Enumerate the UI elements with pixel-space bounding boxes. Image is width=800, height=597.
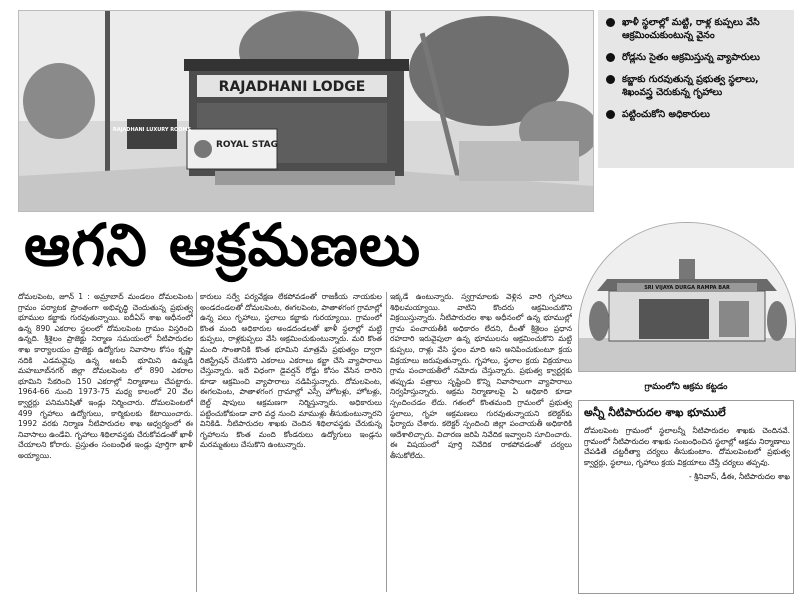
highlight-item bbox=[606, 16, 788, 42]
article-column-2: కారులు సర్వే పర్యవేక్షణ లేకపోవడంతో రాజకీయ నాయకుల అండదండలతో దోమలపెంట, ఈగలపెంట, పాతాళగంగ గ్రామాల్లో ఉన్న పలు గృహాలు, స్థలాలు కబ్జాకు గురయ్యాయి. గ్రామంలో కొంత మంది అధికారుల అండదండలతో ఖాళీ స్థలాల్లో మట్టి కుప్పలు, రాళ్లకుప్పలు వేసి ఆక్రమించుకుంటున్నారు. మరి కొంత మంది సొంతానికి కొంత భూమిని మాత్రమే ప్రభుత్వం ద్వారా రిజిస్ట్రేషన్ చేసుకొని ఎకరాలు ఎకరాలు కబ్జా చేసి వ్యాపారాలు చేస్తున్నారు. ఇదే విధంగా డైవర్షన్ రోడ్డు కోసం వేసిన దారిని కూడా ఆక్రమించి వ్యాపారాలు నడిపిస్తున్నారు. దోమలపెంట, ఈగలపెంట, పాతాళగంగ గ్రామాల్లో ఎస్సీ హోటళ్లు, హోటళ్లు, బెల్ట్ షాపులు ఆక్రమణగా నిర్మిస్తున్నారు. అధికారులు పట్టించుకోకుండా వారి వద్ద నుంచి మాముళ్లు తీసుకుంటున్నారని వినికిడి. నీటిపారుదల శాఖకు చెందిన శిథిలావస్థకు చేరుకున్న గృహాలను కొంత మంది కోండరులు ఉద్యోగులు ఇండ్లను మరమ్మతులు చేసుకొని ఉంటున్నారు. bbox=[200, 292, 382, 450]
bullet-icon bbox=[606, 110, 615, 119]
column-divider bbox=[386, 292, 387, 592]
sub-story-body: దోమలపెంట గ్రామంలో స్థలాలన్నీ నీటిపారుదల శాఖకు చెందినవే. గ్రామంలో నీటిపారుదల శాఖకు సంబంధించిన స్థలాల్లో ఆక్రమ నిర్మాణాలు చేపడితే చట్టరీత్యా చర్యలు తీసుకుంటాం. దోమలపెంటలో ప్రభుత్వ క్వార్టర్లు, స్థలాలు, గృహాలు క్రయ విక్రయాలు చేస్తే చర్యలు తప్పవు. bbox=[584, 426, 790, 467]
headline: ఆగని ఆక్రమణలు bbox=[24, 211, 422, 279]
highlight-text: రోడ్లను సైతం ఆక్రమిస్తున్న వ్యాపారులు bbox=[622, 52, 760, 63]
sub-story bbox=[580, 406, 794, 594]
bullet-icon bbox=[606, 18, 615, 27]
highlights-box bbox=[598, 10, 794, 168]
article-column-3: ఇక్కడే ఉంటున్నారు. స్వగ్రామాలకు వెళ్లిన వారి గృహాలు శిథిలమయ్యాయి. వాటిని కొందరు ఆక్రమించుకొని విక్రయిస్తున్నారు. నీటిపారుదల శాఖ అధీనంలో ఉన్న భూముల్లో గ్రామ పంచాయతీకి అధికారం లేదని, దీంతో శ్రీశైలం ప్రధాన రహదారి ఇరువైపులా ఉన్న భూములను ఆక్రమించుకొని మట్టి కుప్పలు, రాళ్లు వేసి స్థలం మాది అని అనిపించుకుంటూ క్రయ విక్రయాలు జరుపుతున్నారు. గృహాలు, స్థలాల క్రయ విక్రయాలు గ్రామ పంచాయతీలో నమోదు చేస్తున్నారు. ప్రభుత్వ క్వార్టర్లకు తప్పుడు పత్రాలు సృష్టించి కొన్ని నివాసాలుగా వ్యాపారాలు నిర్వహిస్తున్నారు. ఆక్రమ నిర్మాణాలపై ఏ అధికారి కూడా స్పందించడం లేదు. గతంలో కొంతమంది గ్రామంలో ప్రభుత్వ స్థలాలు, గృహ ఆక్రమణలు గురవుతున్నాయని కలెక్టర్‌కు ఫిర్యాదు చేశారు. కలెక్టర్ స్పందించి జిల్లా పంచాయతీ అధికారికి ఆదేశాలిచ్చారు. విచారణ జరిపి నివేదిక ఇవ్వాలని సూచించారు. ఈ విషయంలో పూర్తి నివేదిక రాకపోవడంతో చర్యలు తీసుకోలేదు. bbox=[390, 292, 572, 460]
article-column-1: దోమలపెంట, జూన్ 1 : అమ్రాబాద్ మండలం దోమలపెంట గ్రామం పర్యాటక ప్రాంతంగా అభివృద్ధి చెందుతున్న ప్రభుత్వ భూముల కబ్జాకు గురవుతున్నాయి. ఐదీఏస్ శాఖ ఆధీనంలో ఉన్న 890 ఎకరాల స్థలంలో దోమలపెంట గ్రామం విస్తరించి ఉన్నది. శ్రీశైలం ప్రాజెక్టు నిర్మాణ సమయంలో నీటిపారుదల శాఖ కార్యాలయం ప్రాజెక్టు ఉద్యోగుల నివాసాల కోసం కృష్ణా నదికి ఎడమవైపు ఉన్న అటవీ భూమిని ఉమ్మడి మహబూబ్‌నగర్ జిల్లా దోమలపెంట లో 890 ఎకరాల భూమిని సేకరించి 150 ఎకరాల్లో నిర్మాణాలు చేపట్టారు. 1964-66 నుంచి 1973-75 మధ్య కాలంలో 20 వేల క్వార్టర్లు పనిమనిషితో ఇండ్లు నిర్మించారు. దోమలపెంటలో 499 గృహాలు ఉద్యోగులు, కార్మికులకు కేటాయించారు. 1992 వరకు నిర్మాణ నీటిపారుదల శాఖ ఆధ్వర్యంలో ఈ నివాసాలు ఉండేవి. గృహాలు శిథిలావస్థకు చేరుకోవడంతో ఖాళీ చేయాలని కోరారు. ప్రస్తుతం సంబంధిత ఇండ్లు పూర్తిగా ఖాళీ అయ్యాయి. bbox=[18, 292, 193, 460]
luxury-sign-text: RAJADHANI LUXURY ROOMS bbox=[112, 127, 192, 133]
inset-building-photo bbox=[578, 222, 796, 372]
highlight-text: ఖాళీ స్థలాల్లో మట్టి, రాళ్ల కుప్పలు వేసి ఆక్రమించుకుంటున్న వైనం bbox=[622, 17, 760, 41]
inset-caption: గ్రామంలోని ఆక్రమ కట్టడం bbox=[644, 382, 728, 392]
photo-illustration bbox=[19, 11, 593, 211]
highlight-item bbox=[606, 108, 788, 121]
column-divider bbox=[196, 292, 197, 592]
lodge-sign-text: RAJADHANI LODGE bbox=[218, 79, 366, 95]
billboard-text: ROYAL STAG bbox=[215, 140, 279, 150]
sub-story-title: అన్నీ నీటిపారుదల శాఖ భూములే bbox=[584, 406, 726, 419]
inset-illustration bbox=[579, 223, 795, 371]
highlight-text: కబ్జాకు గురవుతున్న ప్రభుత్వ స్థలాలు, శిఖంవస్త్ర చెరుకున్న గృహాలు bbox=[622, 74, 759, 98]
sub-story-credit: - శ్రీనివాస్, డీఈ, నీటిపారుదల శాఖ bbox=[688, 472, 790, 482]
highlight-text: పట్టించుకోని అధికారులు bbox=[622, 109, 710, 120]
bullet-icon bbox=[606, 75, 615, 84]
highlight-item bbox=[606, 73, 788, 99]
bullet-icon bbox=[606, 53, 615, 62]
roadside-lodge-photo bbox=[18, 10, 594, 212]
highlight-item bbox=[606, 51, 788, 64]
inset-sign-text: SRI VIJAYA DURGA RAMPA BAR bbox=[644, 285, 730, 291]
